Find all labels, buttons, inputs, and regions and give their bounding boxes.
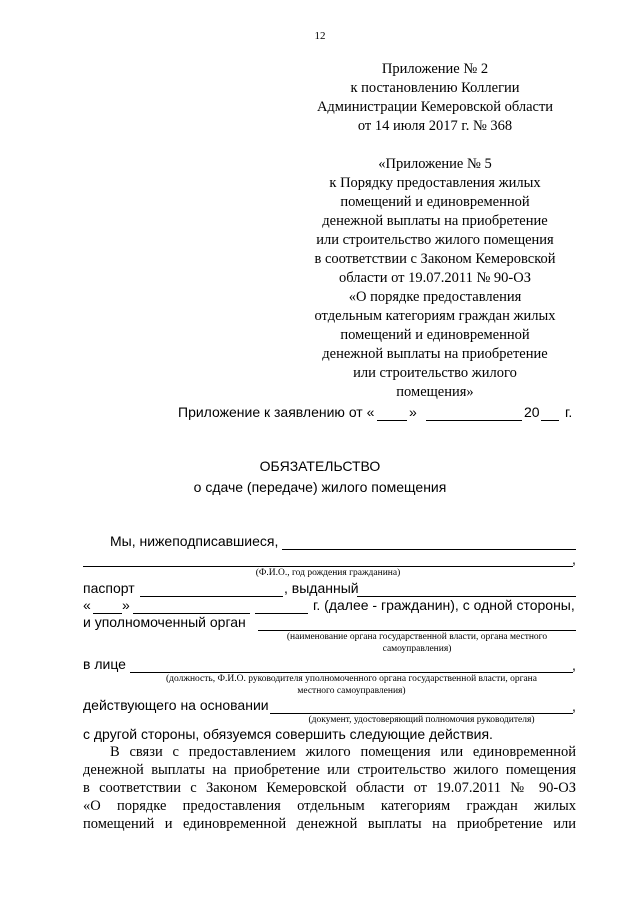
document-subtitle: о сдаче (передаче) жилого помещения <box>193 479 447 495</box>
issue-year-blank[interactable] <box>255 613 308 614</box>
document-title: ОБЯЗАТЕЛЬСТВО <box>259 458 381 474</box>
paragraph-line: помещений и единовременной денежной выплаты на приобретение или <box>83 816 576 832</box>
signatories-blank[interactable] <box>282 549 576 550</box>
appendix5-line: денежной выплаты на приобретение <box>322 346 548 362</box>
acting-label: действующего на основании <box>83 697 269 713</box>
appendix5-line: или строительство жилого помещения <box>316 232 554 248</box>
passport-blank[interactable] <box>140 596 283 597</box>
comma: , <box>572 657 576 673</box>
appendix5-line: или строительство жилого <box>353 365 517 381</box>
appendix5-line: в соответствии с Законом Кемеровской <box>314 251 556 267</box>
application-close-quote: » <box>409 404 417 420</box>
paragraph-line: «О порядке предоставления отдельным категориям граждан жилых <box>83 798 576 814</box>
citizen-year-text: г. (далее - гражданин), с одной стороны, <box>313 597 575 613</box>
issued-label: , выданный <box>284 580 359 596</box>
appendix2-line: Приложение № 2 <box>381 61 489 77</box>
quote-close: » <box>122 597 130 613</box>
person-caption: (должность, Ф.И.О. руководителя уполномоченного органа государственной власти, органа <box>166 674 537 684</box>
appendix5-line: «О порядке предоставления <box>348 289 522 305</box>
year-blank[interactable] <box>541 420 559 421</box>
appendix5-line: «Приложение № 5 <box>378 156 492 172</box>
application-year-suffix: г. <box>565 404 573 420</box>
quote-open: « <box>83 597 91 613</box>
paragraph-line: В связи с предоставлением жилого помещения или единовременной <box>110 744 576 760</box>
authorized-body-label: и уполномоченный орган <box>83 614 246 630</box>
appendix2-line: Администрации Кемеровской области <box>316 99 554 115</box>
doc-caption: (документ, удостоверяющий полномочия руководителя) <box>308 715 535 725</box>
comma: , <box>572 551 576 567</box>
appendix5-line: денежной выплаты на приобретение <box>322 213 548 229</box>
application-year: 20 <box>524 404 540 420</box>
we-signed-label: Мы, нижеподписавшиеся, <box>110 533 279 549</box>
fio-caption: (Ф.И.О., год рождения гражданина) <box>255 568 401 578</box>
paragraph-line: в соответствии с Законом Кемеровской области от 19.07.2011 № 90-ОЗ <box>83 780 576 796</box>
body-caption: самоуправления) <box>382 644 452 654</box>
appendix5-line: помещения» <box>396 384 474 400</box>
appendix2-line: от 14 июля 2017 г. № 368 <box>357 118 513 134</box>
month-blank[interactable] <box>426 420 522 421</box>
application-prefix: Приложение к заявлению от « <box>178 404 375 420</box>
other-side-text: с другой стороны, обязуемся совершить следующие действия. <box>83 726 493 742</box>
appendix5-line: помещений и единовременной <box>340 194 530 210</box>
day-blank[interactable] <box>377 420 407 421</box>
appendix2-line: к постановлению Коллегии <box>350 80 520 96</box>
comma: , <box>572 698 576 714</box>
passport-label: паспорт <box>83 580 135 596</box>
paragraph-line: денежной выплаты на приобретение или строительство жилого помещения <box>83 762 576 778</box>
person-label: в лице <box>83 656 126 672</box>
body-caption: (наименование органа государственной власти, органа местного <box>286 632 548 642</box>
page-number: 12 <box>314 30 326 42</box>
appendix5-line: к Порядку предоставления жилых <box>329 175 541 191</box>
person-caption: местного самоуправления) <box>297 686 406 696</box>
appendix5-line: помещений и единовременной <box>340 327 530 343</box>
appendix5-line: области от 19.07.2011 № 90-ОЗ <box>339 270 531 286</box>
appendix5-line: отдельным категориям граждан жилых <box>314 308 556 324</box>
